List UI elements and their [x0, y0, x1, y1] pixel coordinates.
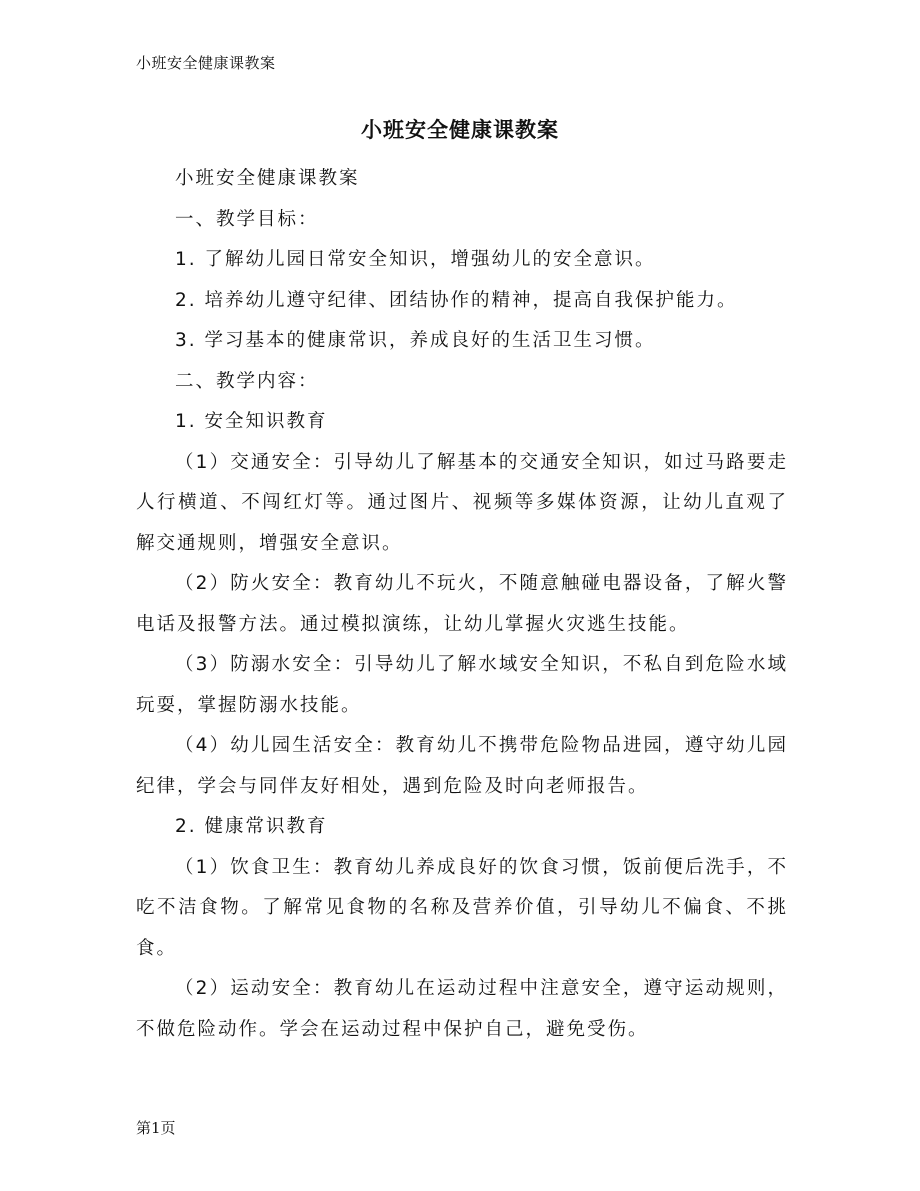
page-number: 第1页: [136, 1119, 176, 1137]
content-paragraph: （2）防火安全：教育幼儿不玩火，不随意触碰电器设备，了解火警电话及报警方法。通过模拟演练，让幼儿掌握火灾逃生技能。: [136, 573, 788, 635]
content-paragraph: （3）防溺水安全：引导幼儿了解水域安全知识，不私自到危险水域玩耍，掌握防溺水技能。: [136, 654, 788, 716]
document-title: 小班安全健康课教案: [361, 117, 559, 142]
content-paragraph: （1）交通安全：引导幼儿了解基本的交通安全知识，如过马路要走人行横道、不闯红灯等。通过图片、视频等多媒体资源，让幼儿直观了解交通规则，增强安全意识。: [136, 451, 788, 554]
subsection-heading-safety: 1. 安全知识教育: [175, 411, 328, 432]
paragraph-subtitle: 小班安全健康课教案: [175, 168, 360, 189]
objective-item: 3. 学习基本的健康常识，养成良好的生活卫生习惯。: [175, 330, 656, 351]
subsection-heading-health: 2. 健康常识教育: [175, 816, 328, 837]
objective-item: 2. 培养幼儿遵守纪律、团结协作的精神，提高自我保护能力。: [175, 289, 738, 311]
content-paragraph: （2）运动安全：教育幼儿在运动过程中注意安全，遵守运动规则，不做危险动作。学会在运动过程中保护自己，避免受伤。: [136, 978, 788, 1040]
section-heading-objectives: 一、教学目标：: [175, 208, 319, 230]
document-body: [136, 159, 788, 1050]
page-header: 小班安全健康课教案: [136, 54, 276, 72]
content-paragraph: （1）饮食卫生：教育幼儿养成良好的饮食习惯，饭前便后洗手，不吃不洁食物。了解常见食物的名称及营养价值，引导幼儿不偏食、不挑食。: [136, 856, 788, 959]
section-heading-content: 二、教学内容：: [175, 370, 319, 392]
content-paragraph: （4）幼儿园生活安全：教育幼儿不携带危险物品进园，遵守幼儿园纪律，学会与同伴友好相处，遇到危险及时向老师报告。: [136, 735, 788, 797]
objective-item: 1. 了解幼儿园日常安全知识，增强幼儿的安全意识。: [175, 249, 656, 270]
